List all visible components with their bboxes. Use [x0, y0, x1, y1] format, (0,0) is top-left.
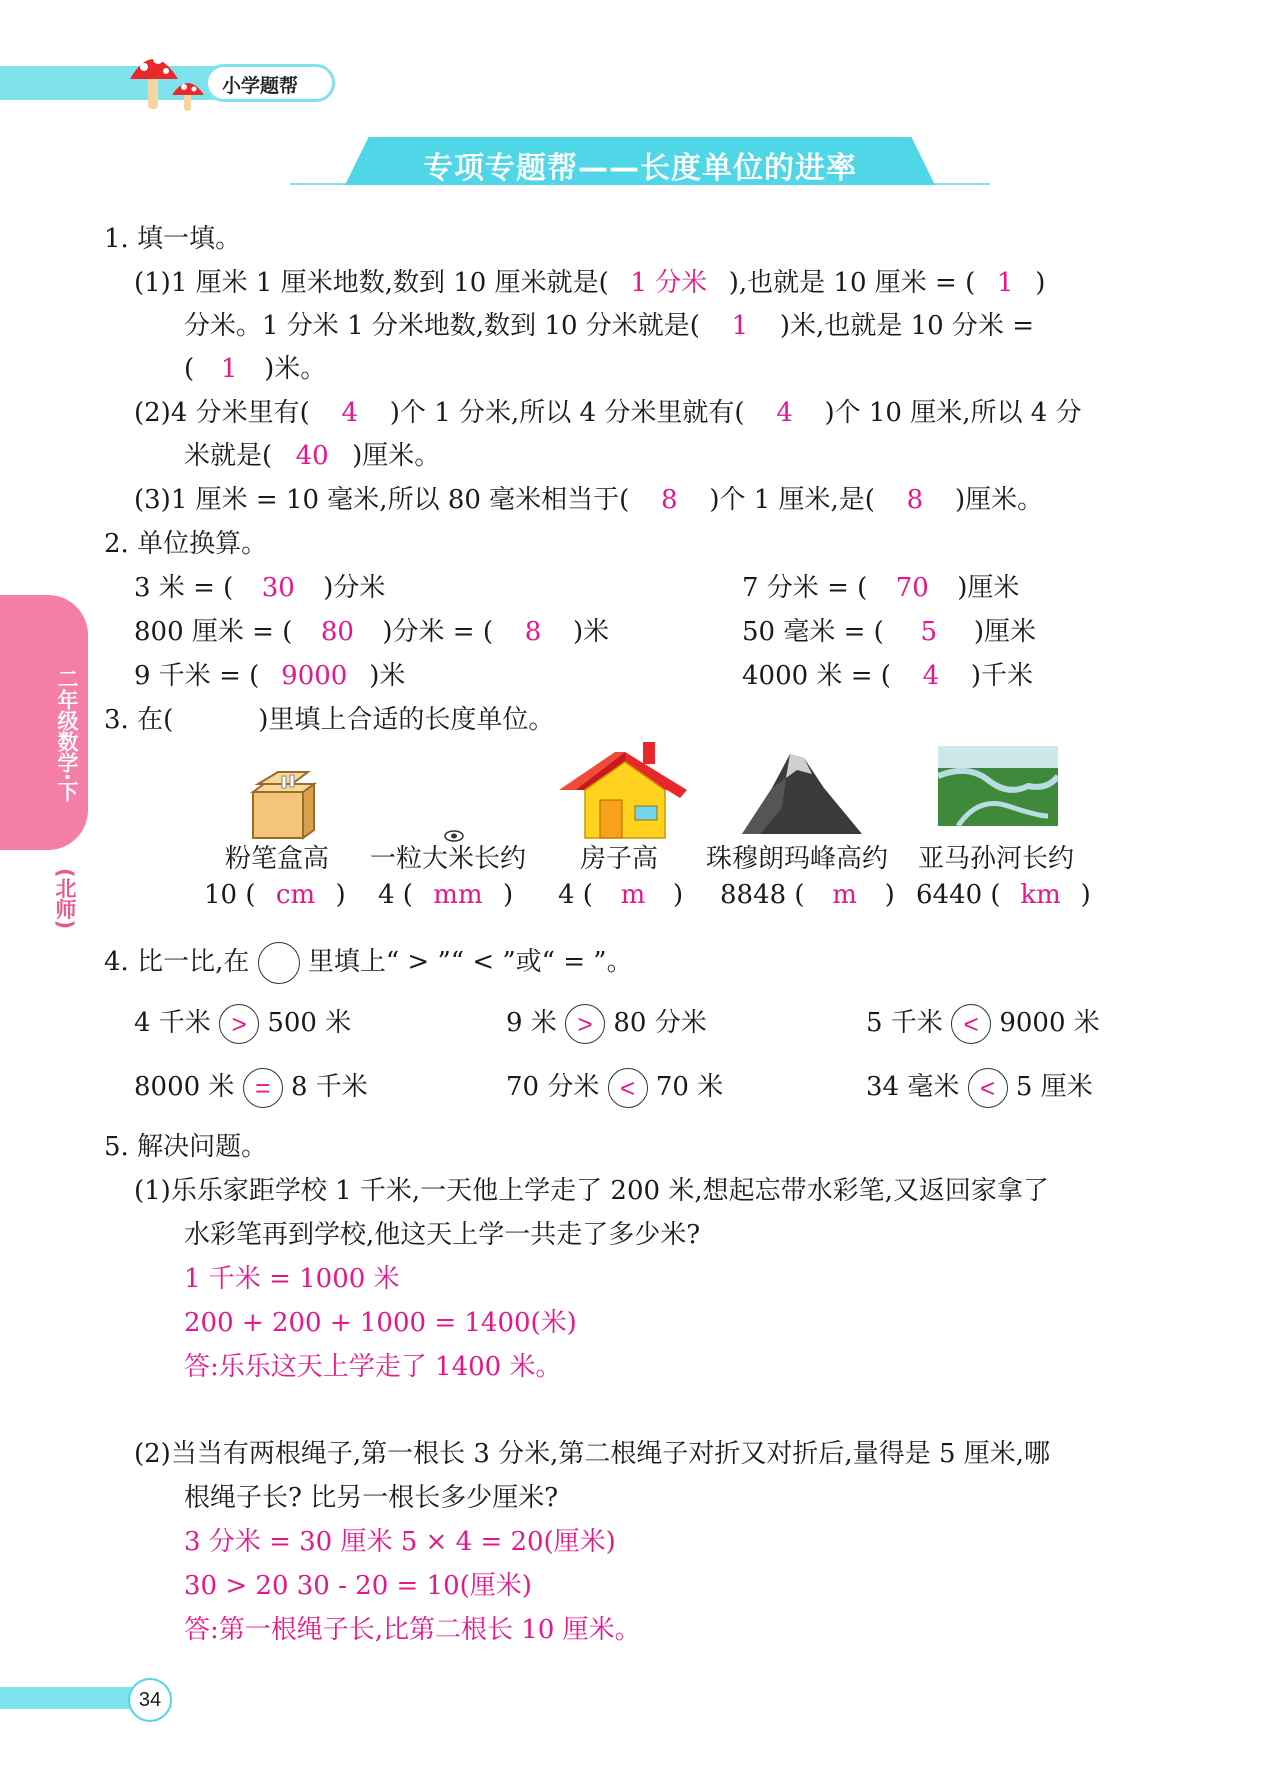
q5-part1-answer: 答:乐乐这天上学走了 1400 米。: [184, 1352, 562, 1382]
text: )里填上合适的长度单位。: [258, 705, 555, 735]
q3-item-answer: [558, 880, 683, 910]
text: 5 千米: [866, 1008, 943, 1038]
text: (1)1 厘米 1 厘米地数,数到 10 厘米就是(: [134, 268, 609, 298]
text: )米: [572, 617, 610, 647]
q1-part1-line2: [184, 305, 1034, 342]
q2-row2-left: [134, 611, 609, 648]
answer: 9000: [281, 661, 348, 691]
text: 米就是(: [184, 441, 273, 471]
q5-part1-line2: 水彩笔再到学校,他这天上学一共走了多少米?: [184, 1220, 701, 1250]
text: (3)1 厘米 = 10 毫米,所以 80 毫米相当于(: [134, 485, 630, 515]
text: )米: [369, 661, 406, 691]
compare-circle: <: [608, 1068, 648, 1108]
q3-item-answer: [720, 880, 895, 910]
text: 4000 米 = (: [742, 661, 891, 691]
text: ): [1080, 880, 1091, 910]
text: 8 千米: [290, 1072, 368, 1102]
text: 70 分米: [506, 1072, 600, 1102]
text: 8848 (: [720, 880, 805, 910]
text: 4 千米: [134, 1008, 211, 1038]
text: )千米: [970, 661, 1034, 691]
text: 3 米 = (: [134, 573, 234, 603]
q5-part2-line2: 根绳子长? 比另一根长多少厘米?: [184, 1483, 559, 1513]
text: (: [184, 354, 195, 384]
chalk-box-icon: [248, 770, 318, 840]
footer-bar: [0, 1687, 140, 1709]
q3-item-answer: [378, 880, 513, 910]
side-grade-label: 二年级数学·下: [55, 668, 79, 802]
q1-part1-line3: [184, 348, 326, 385]
q1-heading: 1. 填一填。: [104, 224, 242, 254]
q3-heading: [104, 699, 554, 736]
answer: 1: [731, 311, 749, 341]
text: )个 1 厘米,是(: [709, 485, 875, 515]
answer: 5: [920, 617, 938, 647]
q1-part2-line2: [184, 435, 440, 472]
q2-row2-right: [742, 611, 1036, 648]
compare-circle: >: [219, 1004, 259, 1044]
mountain-icon: [742, 748, 864, 836]
q2-heading: 2. 单位换算。: [104, 529, 268, 559]
answer: 1: [996, 268, 1014, 298]
text: 5 厘米: [1015, 1072, 1093, 1102]
q4-item: [506, 1066, 723, 1108]
text: ): [502, 880, 514, 910]
compare-circle: <: [951, 1004, 991, 1044]
q4-heading: [104, 941, 633, 984]
text: )分米 = (: [382, 617, 493, 647]
q3-item-label: 亚马孙河长约: [918, 844, 1075, 874]
text: 里填上“ > ”“ < ”或“ = ”。: [307, 947, 633, 977]
q1-part1-line1: [134, 262, 1045, 299]
q3-item-answer: [204, 880, 346, 910]
text: ): [335, 880, 346, 910]
text: 9 米: [506, 1008, 557, 1038]
text: 7 分米 = (: [742, 573, 868, 603]
q2-row1-left: [134, 567, 385, 604]
q5-part2-solution: 30 > 20 30 - 20 = 10(厘米): [184, 1571, 532, 1601]
answer: 1: [220, 354, 238, 384]
text: )厘米: [957, 573, 1020, 603]
answer: 4: [776, 398, 793, 428]
q2-row3-left: [134, 655, 405, 692]
answer: 30: [261, 573, 295, 603]
answer: 4: [341, 398, 359, 428]
text: 500 米: [267, 1008, 352, 1038]
text: )厘米。: [954, 485, 1044, 515]
q4-item: [134, 1066, 368, 1108]
q3-item-label: 房子高: [580, 844, 659, 874]
text: )厘米。: [352, 441, 441, 471]
text: 8000 米: [134, 1072, 235, 1102]
answer: mm: [433, 880, 483, 910]
text: 9000 米: [999, 1008, 1100, 1038]
text: 分米。1 分米 1 分米地数,数到 10 分米就是(: [184, 311, 700, 341]
side-edition-label: (北师): [53, 868, 77, 930]
q3-item-label: 粉笔盒高: [225, 844, 330, 874]
answer: 8: [524, 617, 542, 647]
q3-item-label: 珠穆朗玛峰高约: [706, 844, 889, 874]
q2-row3-right: [742, 655, 1033, 692]
answer: 40: [295, 441, 329, 471]
q5-heading: 5. 解决问题。: [104, 1132, 268, 1162]
compare-circle: <: [968, 1068, 1008, 1108]
text: 9 千米 = (: [134, 661, 260, 691]
text: )分米: [323, 573, 386, 603]
page-title: 专项专题帮——长度单位的进率: [423, 151, 857, 186]
q4-item: [866, 1066, 1093, 1108]
q5-part1-solution: 1 千米 = 1000 米: [184, 1264, 400, 1294]
text: (2)4 分米里有(: [134, 398, 310, 428]
text: )米,也就是 10 分米 =: [779, 311, 1034, 341]
text: ): [884, 880, 895, 910]
q3-item-label: 一粒大米长约: [370, 844, 527, 874]
page-number: 34: [128, 1678, 172, 1722]
text: 4 (: [558, 880, 593, 910]
house-icon: [555, 740, 690, 840]
answer: km: [1020, 880, 1061, 910]
text: 70 米: [655, 1072, 724, 1102]
answer: 8: [661, 485, 678, 515]
compare-circle: =: [243, 1068, 283, 1108]
text: ): [1035, 268, 1046, 298]
text: )个 10 厘米,所以 4 分: [824, 398, 1082, 428]
q5-part2-answer: 答:第一根绳子长,比第二根长 10 厘米。: [184, 1615, 641, 1645]
text: 10 (: [204, 880, 256, 910]
q4-item: [506, 1002, 707, 1044]
answer: m: [832, 880, 857, 910]
text: 800 厘米 = (: [134, 617, 293, 647]
q5-part2-solution: 3 分米 = 30 厘米 5 × 4 = 20(厘米): [184, 1527, 616, 1557]
q2-row1-right: [742, 567, 1019, 604]
mushroom-logo-icon: [128, 45, 208, 113]
text: 80 分米: [613, 1008, 707, 1038]
river-icon: [938, 746, 1058, 826]
q5-part2-line1: (2)当当有两根绳子,第一根长 3 分米,第二根绳子对折又对折后,量得是 5 厘米,哪: [134, 1439, 1051, 1469]
q4-item: [866, 1002, 1100, 1044]
answer: 80: [320, 617, 354, 647]
q1-part3: [134, 479, 1043, 516]
q3-item-answer: [916, 880, 1091, 910]
text: )厘米: [973, 617, 1036, 647]
text: ),也就是 10 厘米 = (: [728, 268, 976, 298]
text: ): [672, 880, 684, 910]
text: 34 毫米: [866, 1072, 960, 1102]
brand-name: 小学题帮: [222, 75, 299, 97]
answer: 8: [906, 485, 924, 515]
text: 4. 比一比,在: [104, 947, 250, 977]
text: 3. 在(: [104, 705, 174, 735]
answer: 70: [895, 573, 929, 603]
answer: 1 分米: [630, 268, 708, 298]
q1-part2-line1: [134, 392, 1082, 429]
compare-circle: >: [565, 1004, 605, 1044]
answer: m: [620, 880, 646, 910]
text: )个 1 分米,所以 4 分米里就有(: [389, 398, 745, 428]
q4-item: [134, 1002, 351, 1044]
text: 4 (: [378, 880, 413, 910]
text: 50 毫米 = (: [742, 617, 884, 647]
empty-circle-icon: [258, 942, 300, 984]
text: )米。: [264, 354, 327, 384]
q5-part1-solution: 200 + 200 + 1000 = 1400(米): [184, 1308, 577, 1338]
answer: cm: [275, 880, 316, 910]
answer: 4: [922, 661, 940, 691]
q5-part1-line1: (1)乐乐家距学校 1 千米,一天他上学走了 200 米,想起忘带水彩笔,又返回家拿了: [134, 1176, 1049, 1206]
text: 6440 (: [916, 880, 1001, 910]
